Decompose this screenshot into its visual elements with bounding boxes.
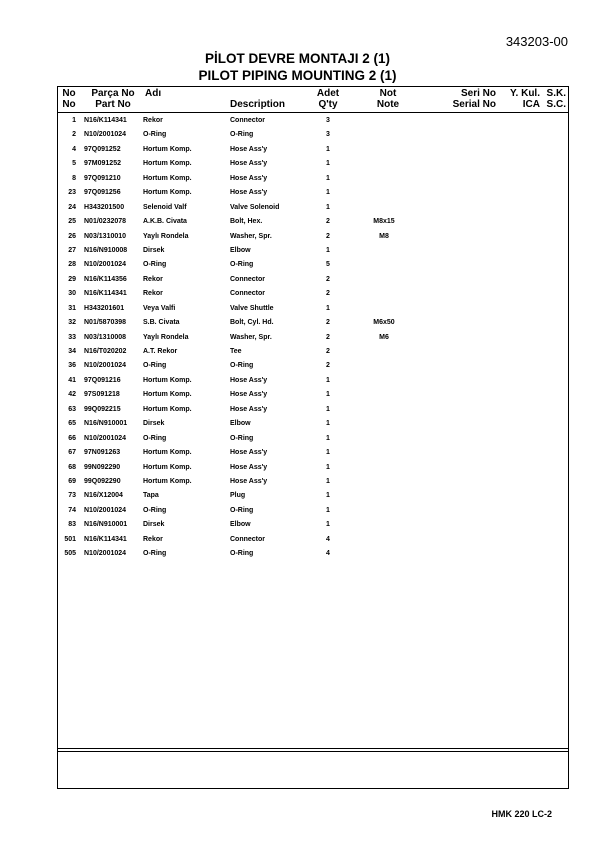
cell-part: H343201500 [84, 203, 125, 211]
cell-qty: 2 [326, 275, 330, 283]
footer-model: HMK 220 LC-2 [491, 809, 552, 819]
cell-adi: A.T. Rekor [143, 348, 178, 355]
cell-adi: Hortum Komp. [143, 449, 192, 457]
cell-part: N01/0232078 [84, 218, 127, 226]
header-sk [540, 88, 566, 110]
header-adi-label: Adı [145, 88, 162, 99]
cell-note: M8 [379, 232, 389, 240]
cell-desc: O-Ring [230, 131, 254, 139]
cell-no: 31 [68, 304, 76, 312]
table-row [58, 244, 568, 258]
cell-desc: Washer, Spr. [230, 232, 272, 240]
cell-desc: Tee [230, 348, 242, 355]
cell-part: 97S091218 [84, 391, 120, 399]
cell-part: N16/K114341 [84, 535, 127, 543]
cell-part: N10/2001024 [84, 434, 127, 442]
table-row [58, 258, 568, 272]
cell-no: 4 [72, 145, 76, 153]
table-row [58, 417, 568, 431]
cell-part: N10/2001024 [84, 261, 127, 269]
cell-adi: O-Ring [143, 131, 167, 139]
cell-part: 99Q092215 [84, 405, 121, 413]
header-ykul-tr: Y. Kul. [509, 88, 540, 99]
header-note-en: Note [376, 99, 400, 110]
cell-qty: 2 [326, 319, 330, 327]
cell-no: 68 [68, 463, 76, 471]
header-description-label: Description [230, 99, 286, 110]
cell-part: 97Q091256 [84, 189, 121, 197]
cell-adi: Rekor [143, 117, 163, 124]
cell-qty: 1 [326, 174, 330, 182]
cell-desc: Hose Ass'y [230, 160, 268, 168]
cell-no: 30 [68, 290, 76, 298]
cell-no: 5 [72, 160, 76, 168]
cell-part: N01/5870398 [84, 319, 127, 327]
cell-desc: O-Ring [230, 261, 254, 269]
cell-adi: Yaylı Rondela [143, 232, 189, 240]
cell-qty: 2 [326, 362, 330, 370]
cell-no: 29 [68, 275, 76, 283]
title-english: PILOT PIPING MOUNTING 2 (1) [198, 68, 397, 83]
cell-adi: Dirsek [143, 420, 165, 428]
cell-adi: O-Ring [143, 362, 167, 370]
table-row [58, 504, 568, 518]
cell-adi: Hortum Komp. [143, 463, 192, 471]
table-row [58, 273, 568, 287]
table-header [58, 87, 568, 113]
cell-desc: O-Ring [230, 362, 254, 370]
table-row [58, 518, 568, 532]
cell-no: 32 [68, 319, 76, 327]
cell-qty: 1 [326, 492, 330, 500]
header-adi [145, 88, 161, 99]
header-description [230, 99, 285, 110]
cell-part: N10/2001024 [84, 362, 127, 370]
table-row [58, 157, 568, 171]
cell-part: N03/1310010 [84, 232, 127, 240]
cell-adi: Hortum Komp. [143, 160, 192, 168]
title-turkish: PİLOT DEVRE MONTAJI 2 (1) [204, 51, 391, 66]
table-row [58, 345, 568, 359]
cell-note: M6 [379, 333, 389, 341]
cell-no: 74 [68, 506, 76, 514]
header-serial-tr: Seri No [460, 88, 496, 99]
table-divider [58, 748, 568, 752]
cell-adi: S.B. Civata [143, 319, 180, 327]
header-part-en: Part No [95, 99, 131, 110]
parts-table-frame [57, 86, 569, 789]
cell-part: 97Q091210 [84, 174, 121, 182]
cell-part: N16/T020202 [84, 348, 127, 355]
cell-desc: Valve Shuttle [230, 304, 274, 312]
cell-part: N10/2001024 [84, 550, 127, 558]
header-ykul [506, 88, 540, 110]
cell-desc: O-Ring [230, 434, 254, 442]
cell-part: 97M091252 [84, 160, 121, 168]
cell-no: 66 [68, 434, 76, 442]
table-row [58, 128, 568, 142]
header-note-tr: Not [379, 88, 397, 99]
cell-adi: Hortum Komp. [143, 376, 192, 384]
cell-no: 8 [72, 174, 76, 182]
cell-adi: Hortum Komp. [143, 405, 192, 413]
cell-adi: Rekor [143, 275, 163, 283]
header-part-tr: Parça No [91, 88, 135, 99]
cell-adi: Hortum Komp. [143, 174, 192, 182]
cell-qty: 1 [326, 405, 330, 413]
cell-desc: Hose Ass'y [230, 405, 268, 413]
cell-no: 33 [68, 333, 76, 341]
cell-qty: 1 [326, 246, 330, 254]
cell-qty: 1 [326, 449, 330, 457]
cell-no: 28 [68, 261, 76, 269]
cell-part: N16/K114341 [84, 117, 127, 124]
cell-no: 23 [68, 189, 76, 197]
cell-part: H343201601 [84, 304, 125, 312]
cell-qty: 1 [326, 304, 330, 312]
cell-qty: 1 [326, 506, 330, 514]
cell-adi: O-Ring [143, 550, 167, 558]
cell-adi: O-Ring [143, 261, 167, 269]
cell-desc: Bolt, Hex. [230, 218, 263, 226]
cell-qty: 1 [326, 477, 330, 485]
header-sk-tr: S.K. [546, 88, 566, 99]
cell-adi: Dirsek [143, 246, 165, 254]
cell-adi: Dirsek [143, 521, 165, 529]
table-row [58, 230, 568, 244]
cell-qty: 1 [326, 145, 330, 153]
table-row [58, 388, 568, 402]
cell-qty: 4 [326, 535, 330, 543]
cell-note: M8x15 [373, 218, 395, 226]
cell-desc: Bolt, Cyl. Hd. [230, 319, 274, 327]
cell-no: 41 [68, 376, 76, 384]
header-serial-no [438, 88, 496, 110]
cell-qty: 1 [326, 391, 330, 399]
cell-adi: Veya Valfi [143, 304, 176, 312]
header-no-tr: No [62, 88, 76, 99]
cell-qty: 1 [326, 521, 330, 529]
cell-adi: Yaylı Rondela [143, 333, 189, 341]
cell-qty: 2 [326, 348, 330, 355]
cell-no: 2 [72, 131, 76, 139]
cell-desc: Connector [230, 117, 265, 124]
cell-no: 83 [68, 521, 76, 529]
cell-part: N10/2001024 [84, 131, 127, 139]
header-qty-tr: Adet [316, 88, 340, 99]
cell-part: 97Q091252 [84, 145, 121, 153]
cell-part: 99N092290 [84, 463, 121, 471]
cell-no: 42 [68, 391, 76, 399]
table-row [58, 287, 568, 301]
cell-qty: 3 [326, 131, 330, 139]
table-row [58, 114, 568, 128]
cell-desc: Connector [230, 275, 265, 283]
cell-qty: 2 [326, 232, 330, 240]
cell-desc: Hose Ass'y [230, 477, 268, 485]
cell-no: 25 [68, 218, 76, 226]
table-row [58, 475, 568, 489]
cell-note: M6x50 [373, 319, 395, 327]
cell-adi: Rekor [143, 535, 163, 543]
cell-qty: 3 [326, 117, 330, 124]
cell-no: 501 [64, 535, 76, 543]
cell-no: 27 [68, 246, 76, 254]
cell-qty: 1 [326, 189, 330, 197]
cell-desc: Connector [230, 535, 265, 543]
cell-no: 69 [68, 477, 76, 485]
cell-desc: Hose Ass'y [230, 376, 268, 384]
cell-part: 99Q092290 [84, 477, 121, 485]
cell-part: N03/1310008 [84, 333, 127, 341]
cell-qty: 1 [326, 376, 330, 384]
cell-desc: Hose Ass'y [230, 463, 268, 471]
cell-desc: Washer, Spr. [230, 333, 272, 341]
cell-qty: 5 [326, 261, 330, 269]
table-row [58, 172, 568, 186]
table-row [58, 489, 568, 503]
cell-desc: Hose Ass'y [230, 449, 268, 457]
cell-no: 67 [68, 449, 76, 457]
cell-adi: Selenoid Valf [143, 203, 187, 211]
cell-qty: 1 [326, 420, 330, 428]
cell-no: 505 [64, 550, 76, 558]
cell-part: N16/N910001 [84, 521, 128, 529]
cell-desc: Hose Ass'y [230, 189, 268, 197]
cell-part: N16/N910008 [84, 246, 128, 254]
table-row [58, 359, 568, 373]
cell-part: N16/N910001 [84, 420, 128, 428]
cell-part: 97N091263 [84, 449, 121, 457]
table-row [58, 446, 568, 460]
cell-adi: Hortum Komp. [143, 391, 192, 399]
cell-no: 24 [68, 203, 76, 211]
cell-qty: 1 [326, 160, 330, 168]
table-row [58, 215, 568, 229]
header-serial-en: Serial No [452, 99, 496, 110]
cell-desc: Hose Ass'y [230, 391, 268, 399]
header-no-en: No [62, 99, 76, 110]
cell-qty: 2 [326, 290, 330, 298]
table-row [58, 201, 568, 215]
cell-desc: Elbow [230, 420, 251, 428]
cell-part: N16/K114341 [84, 290, 127, 298]
cell-part: N16/K114356 [84, 275, 127, 283]
cell-desc: Elbow [230, 521, 251, 529]
cell-adi: A.K.B. Civata [143, 218, 187, 226]
cell-no: 73 [68, 492, 76, 500]
header-part-no [82, 88, 144, 110]
cell-desc: Plug [230, 492, 246, 500]
cell-adi: Rekor [143, 290, 163, 298]
table-row [58, 143, 568, 157]
header-qty [310, 88, 346, 110]
cell-adi: Hortum Komp. [143, 477, 192, 485]
cell-part: N16/X12004 [84, 492, 123, 500]
table-row [58, 432, 568, 446]
cell-no: 36 [68, 362, 76, 370]
cell-desc: Valve Solenoid [230, 203, 280, 211]
parts-list [58, 114, 568, 562]
header-ykul-en: ICA [522, 99, 540, 110]
table-row [58, 461, 568, 475]
cell-adi: O-Ring [143, 434, 167, 442]
table-row [58, 533, 568, 547]
table-row [58, 547, 568, 561]
header-note [368, 88, 408, 110]
cell-desc: Connector [230, 290, 265, 298]
cell-adi: Hortum Komp. [143, 189, 192, 197]
document-number: 343203-00 [505, 34, 568, 49]
cell-desc: Hose Ass'y [230, 174, 268, 182]
cell-qty: 4 [326, 550, 330, 558]
table-row [58, 403, 568, 417]
table-row [58, 331, 568, 345]
cell-qty: 2 [326, 218, 330, 226]
cell-part: 97Q091216 [84, 376, 121, 384]
cell-no: 65 [68, 420, 76, 428]
cell-adi: Hortum Komp. [143, 145, 192, 153]
header-no [58, 88, 80, 110]
table-row [58, 186, 568, 200]
header-sk-en: S.C. [546, 99, 566, 110]
cell-qty: 2 [326, 333, 330, 341]
cell-qty: 1 [326, 434, 330, 442]
cell-no: 26 [68, 232, 76, 240]
cell-desc: Elbow [230, 246, 251, 254]
cell-desc: Hose Ass'y [230, 145, 268, 153]
cell-no: 1 [72, 117, 76, 124]
header-qty-en: Q'ty [318, 99, 338, 110]
cell-part: N10/2001024 [84, 506, 127, 514]
cell-qty: 1 [326, 463, 330, 471]
cell-adi: O-Ring [143, 506, 167, 514]
cell-adi: Tapa [143, 492, 159, 500]
cell-qty: 1 [326, 203, 330, 211]
cell-desc: O-Ring [230, 550, 254, 558]
table-row [58, 302, 568, 316]
cell-no: 63 [68, 405, 76, 413]
table-row [58, 316, 568, 330]
table-row [58, 374, 568, 388]
cell-desc: O-Ring [230, 506, 254, 514]
cell-no: 34 [68, 348, 76, 355]
